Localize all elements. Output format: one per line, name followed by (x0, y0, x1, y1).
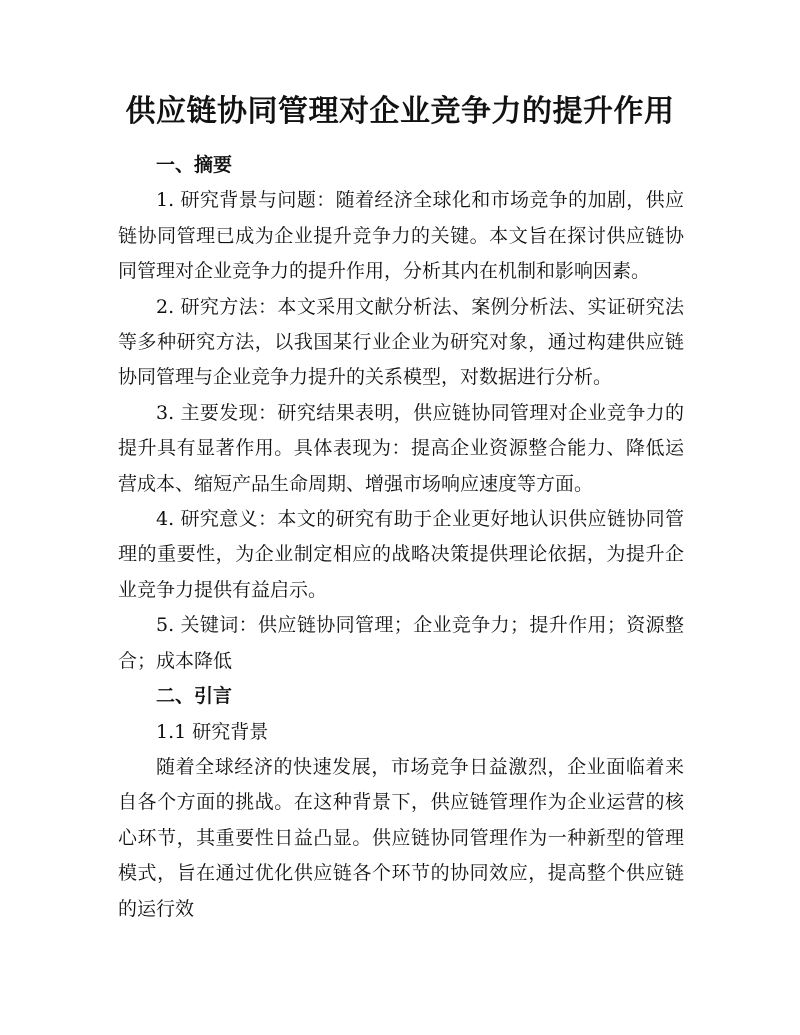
document-title: 供应链协同管理对企业竞争力的提升作用 (125, 94, 675, 129)
abstract-item-findings: 3. 主要发现：研究结果表明，供应链协同管理对企业竞争力的提升具有显著作用。具体表现为：提高企业资源整合能力、降低运营成本、缩短产品生命周期、增强市场响应速度等方面。 (118, 401, 684, 495)
abstract-item-significance: 4. 研究意义：本文的研究有助于企业更好地认识供应链协同管理的重要性，为企业制定相应的战略决策提供理论依据，为提升企业竞争力提供有益启示。 (118, 508, 684, 601)
abstract-item-background: 1. 研究背景与问题：随着经济全球化和市场竞争的加剧，供应链协同管理已成为企业提升竞争力的关键。本文旨在探讨供应链协同管理对企业竞争力的提升作用，分析其内在机制和影响因素。 (118, 189, 684, 283)
section-heading-introduction: 二、引言 (156, 685, 233, 708)
document-body (118, 148, 684, 927)
abstract-item-keywords: 5. 关键词：供应链协同管理；企业竞争力；提升作用；资源整合；成本降低 (118, 614, 684, 672)
subsection-heading-background: 1.1 研究背景 (156, 720, 269, 743)
introduction-paragraph: 随着全球经济的快速发展，市场竞争日益激烈，企业面临着来自各个方面的挑战。在这种背景下，供应链管理作为企业运营的核心环节，其重要性日益凸显。供应链协同管理作为一种新型的管理模式，旨在通过优化供应链各个环节的协同效应，提高整个供应链的运行效 (118, 755, 684, 920)
abstract-item-methods: 2. 研究方法：本文采用文献分析法、案例分析法、实证研究法等多种研究方法，以我国某行业企业为研究对象，通过构建供应链协同管理与企业竞争力提升的关系模型，对数据进行分析。 (118, 295, 684, 389)
section-heading-abstract: 一、摘要 (156, 154, 233, 176)
